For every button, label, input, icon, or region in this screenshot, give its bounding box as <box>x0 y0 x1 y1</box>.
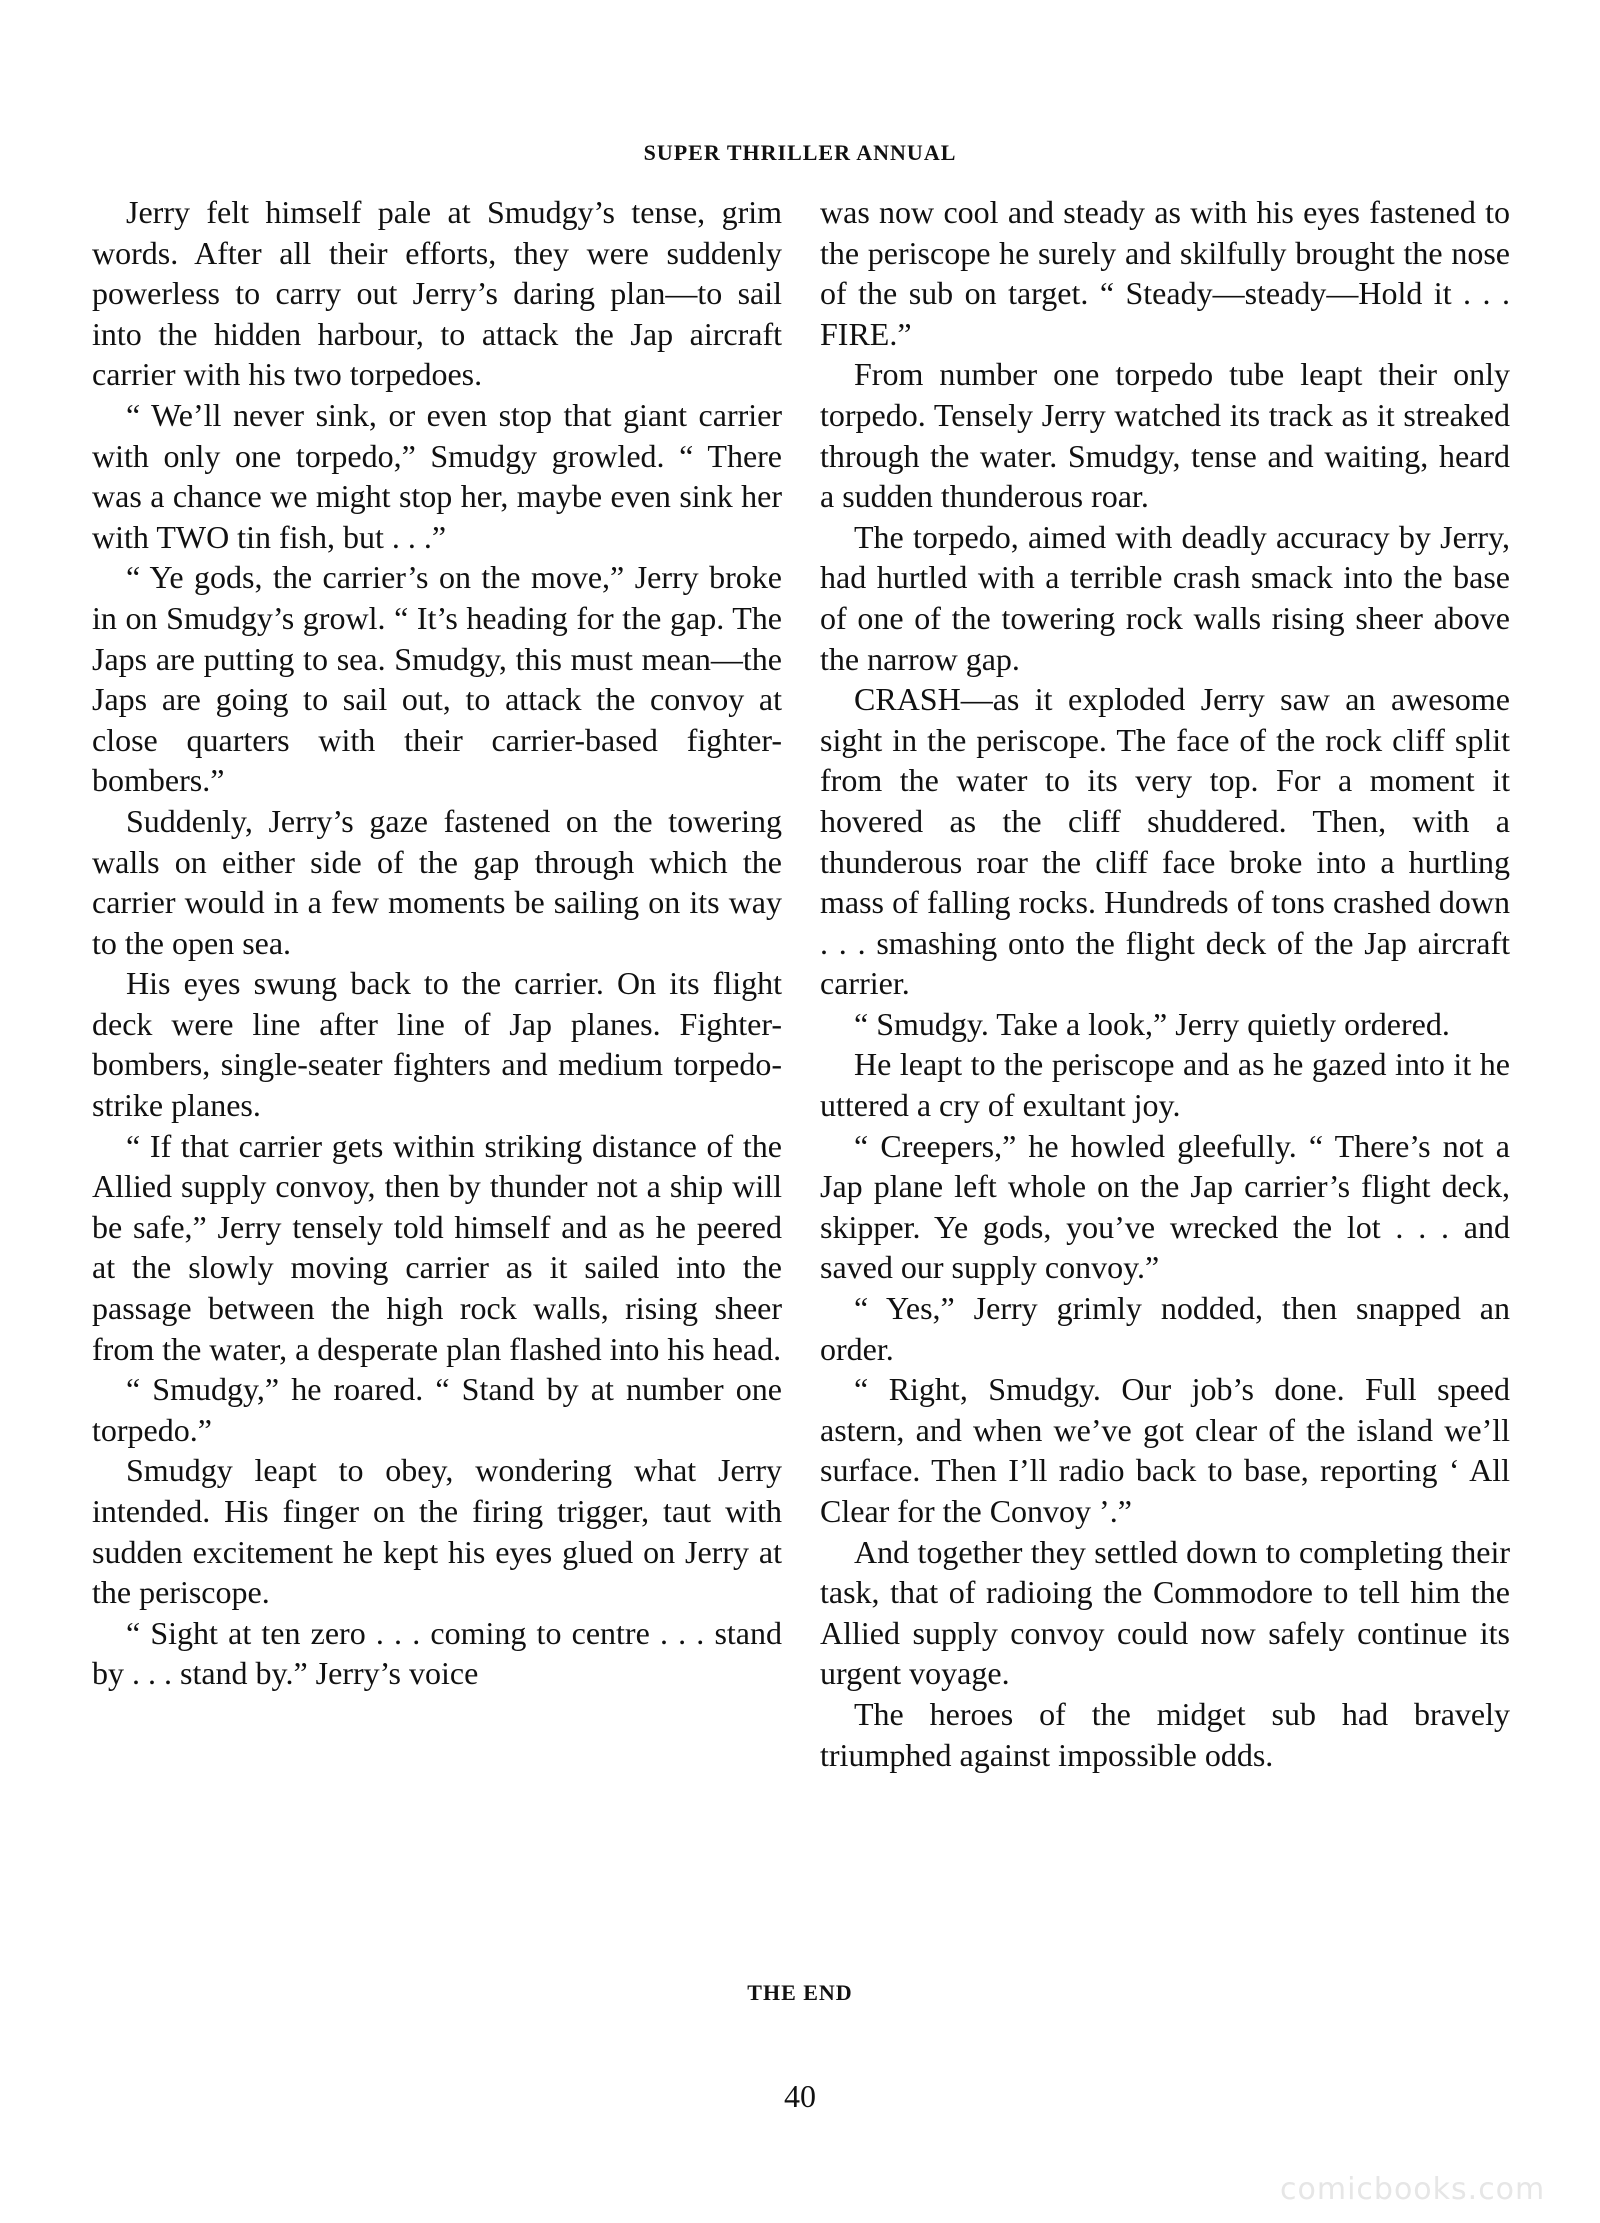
running-head: SUPER THRILLER ANNUAL <box>643 140 957 165</box>
paragraph: “ Right, Smudgy. Our job’s done. Full speed astern, and when we’ve got clear of the island we’ll surface. Then I’ll radio back to base, reporting ‘ All Clear for the Convoy ’.” <box>820 1371 1510 1529</box>
paragraph: “ We’ll never sink, or even stop that giant carrier with only one torpedo,” Smudgy growled. “ There was a chance we might stop her, maybe even sink her with TWO tin fish, but . . .” <box>92 396 782 555</box>
paragraph: From number one torpedo tube leapt their only torpedo. Tensely Jerry watched its track as it streaked through the water. Smudgy, tense and waiting, heard a sudden thunderous roar. <box>820 356 1510 515</box>
paragraph: His eyes swung back to the carrier. On its flight deck were line after line of Jap planes. Fighter-bombers, single-seater fighters and medium torpedo-strike planes. <box>92 965 782 1124</box>
paragraph: Suddenly, Jerry’s gaze fastened on the towering walls on either side of the gap through which the carrier would in a few moments be sailing on its way to the open sea. <box>92 802 782 961</box>
paragraph: “ Yes,” Jerry grimly nodded, then snapped an order. <box>820 1290 1510 1367</box>
paragraph: “ Sight at ten zero . . . coming to centre . . . stand by . . . stand by.” Jerry’s voice <box>92 1614 782 1692</box>
paragraph: “ If that carrier gets within striking distance of the Allied supply convoy, then by thunder not a ship will be safe,” Jerry tensely told himself and as he peered at the slowly moving carrier as it sailed into the passage between the high rock walls, rising sheer from the water, a desperate plan flashed into his head. <box>92 1127 782 1367</box>
left-column <box>92 192 782 1694</box>
paragraph: “ Ye gods, the carrier’s on the move,” Jerry broke in on Smudgy’s growl. “ It’s heading for the gap. The Japs are putting to sea. Smudgy, this must mean—the Japs are going to sail out, to attack the convoy at close quarters with their carrier-based fighter-bombers.” <box>92 559 782 799</box>
right-column <box>820 192 1510 1775</box>
paragraph: The heroes of the midget sub had bravely triumphed against impossible odds. <box>820 1695 1510 1773</box>
paragraph: Smudgy leapt to obey, wondering what Jerry intended. His finger on the firing trigger, taut with sudden excitement he kept his eyes glued on Jerry at the periscope. <box>92 1452 782 1611</box>
page-number: 40 <box>784 2078 816 2114</box>
paragraph: “ Smudgy. Take a look,” Jerry quietly ordered. <box>854 1005 1450 1042</box>
paragraph: CRASH—as it exploded Jerry saw an awesome sight in the periscope. The face of the rock cliff split from the water to its very top. For a moment it hovered as the cliff shuddered. Then, with a thunderous roar the cliff face broke into a hurtling mass of falling rocks. Hundreds of tons crashed down . . . smashing onto the flight deck of the Jap aircraft carrier. <box>820 681 1510 1002</box>
watermark: comicbooks.com <box>1280 2172 1546 2207</box>
end-label: THE END <box>747 1980 853 2005</box>
paragraph: And together they settled down to completing their task, that of radioing the Commodore to tell him the Allied supply convoy could now safely continue its urgent voyage. <box>820 1533 1510 1692</box>
paragraph: Jerry felt himself pale at Smudgy’s tense, grim words. After all their efforts, they were suddenly powerless to carry out Jerry’s daring plan—to sail into the hidden harbour, to attack the Jap aircraft carrier with his two torpedoes. <box>92 194 782 393</box>
paragraph: The torpedo, aimed with deadly accuracy by Jerry, had hurtled with a terrible crash smack into the base of one of the towering rock walls rising sheer above the narrow gap. <box>820 518 1510 677</box>
paragraph: He leapt to the periscope and as he gazed into it he uttered a cry of exultant joy. <box>820 1046 1510 1124</box>
paragraph: “ Smudgy,” he roared. “ Stand by at number one torpedo.” <box>92 1371 782 1448</box>
paragraph-continuation: was now cool and steady as with his eyes fastened to the periscope he surely and skilfully brought the nose of the sub on target. “ Steady—steady—Hold it . . . FIRE.” <box>820 194 1510 352</box>
paragraph: “ Creepers,” he howled gleefully. “ There’s not a Jap plane left whole on the Jap carrier’s flight deck, skipper. Ye gods, you’ve wrecked the lot . . . and saved our supply convoy.” <box>820 1127 1510 1286</box>
